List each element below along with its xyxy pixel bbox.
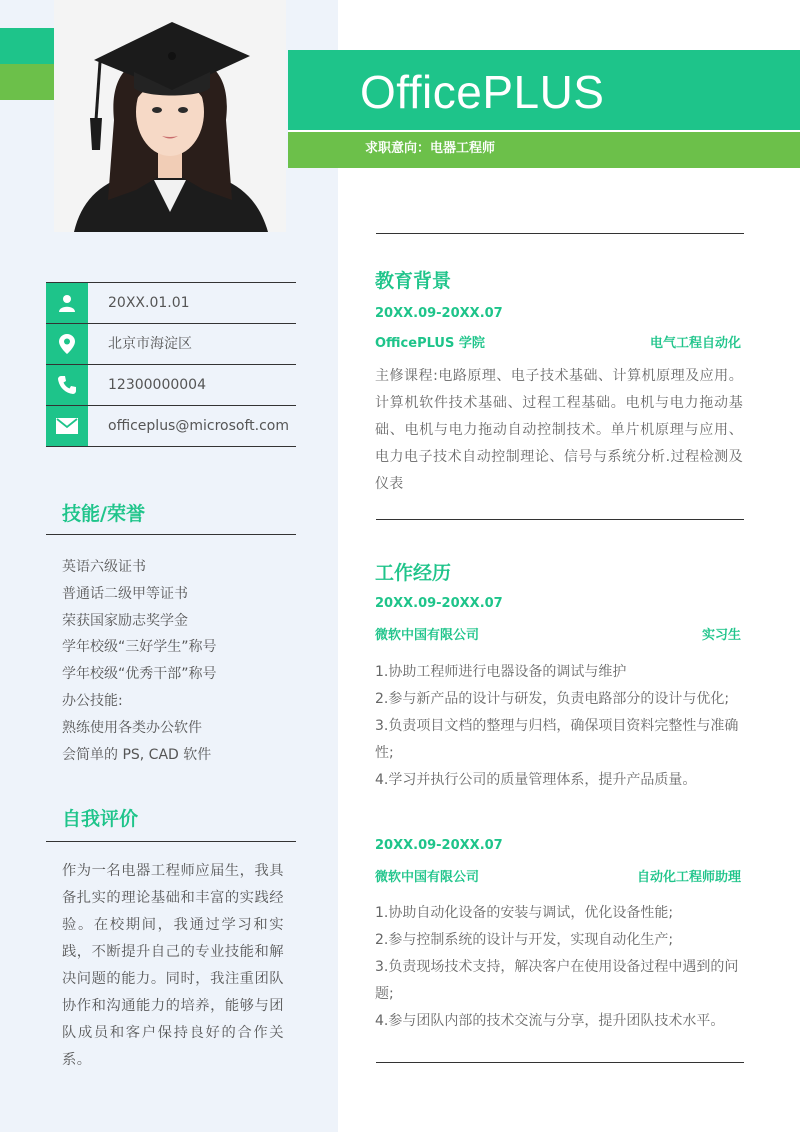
candidate-name: OfficePLUS — [360, 66, 605, 118]
job-role: 实习生 — [701, 628, 741, 643]
list-item: 3.负责项目文档的整理与归档，确保项目资料完整性与准确性; — [375, 718, 739, 761]
list-item: 3.负责现场技术支持，解决客户在使用设备过程中遇到的问题; — [375, 959, 739, 1002]
list-item: 熟练使用各类办公软件 — [62, 719, 202, 736]
job-company: 微软中国有限公司 — [375, 870, 480, 885]
decor-tab-green — [0, 28, 58, 64]
contact-phone — [46, 365, 296, 406]
user-icon — [46, 283, 88, 323]
list-item: 英语六级证书 — [62, 559, 146, 575]
contact-text: 北京市海淀区 — [108, 336, 192, 352]
contact-text: 12300000004 — [108, 377, 206, 393]
list-item: 1.协助自动化设备的安装与调试，优化设备性能; — [375, 905, 674, 921]
list-item: 2.参与控制系统的设计与开发，实现自动化生产; — [375, 932, 674, 948]
job-duties — [375, 900, 743, 1035]
list-item: 会简单的 PS, CAD 软件 — [62, 746, 212, 763]
divider — [46, 841, 296, 842]
education-title: 教育背景 — [375, 270, 452, 292]
work-title: 工作经历 — [375, 562, 452, 584]
list-item: 4.学习并执行公司的质量管理体系，提升产品质量。 — [375, 772, 697, 788]
contact-list — [46, 282, 296, 447]
decor-tab-lime — [0, 64, 58, 100]
contact-text: 20XX.01.01 — [108, 295, 190, 311]
job-role: 自动化工程师助理 — [636, 870, 741, 885]
list-item: 学年校级“优秀干部”称号 — [62, 666, 217, 683]
skills-title: 技能/荣誉 — [62, 503, 145, 525]
education-date: 20XX.09-20XX.07 — [375, 306, 503, 321]
job-company: 微软中国有限公司 — [375, 628, 480, 643]
list-item: 4.参与团队内部的技术交流与分享，提升团队技术水平。 — [375, 1013, 725, 1029]
contact-email[interactable] — [46, 406, 296, 447]
list-item: 荣获国家励志奖学金 — [62, 612, 188, 629]
contact-address — [46, 324, 296, 365]
mail-icon — [46, 406, 88, 446]
list-item: 普通话二级甲等证书 — [62, 585, 188, 602]
list-item: 2.参与新产品的设计与研发，负责电路部分的设计与优化; — [375, 691, 730, 707]
skills-list — [62, 554, 292, 768]
job-duties — [375, 659, 743, 794]
list-item: 学年校级“三好学生”称号 — [62, 639, 217, 656]
location-pin-icon — [46, 324, 88, 364]
self-eval-text: 作为一名电器工程师应届生，我具备扎实的理论基础和丰富的实践经验。在校期间，我通过学习和实践，不断提升自己的专业技能和解决问题的能力。同时，我注重团队协作和沟通能力的培养，能够与团队成员和客户保持良好的合作关系。 — [62, 863, 284, 1068]
divider — [46, 534, 296, 535]
contact-birthdate — [46, 282, 296, 324]
divider — [376, 519, 744, 520]
list-item: 办公技能: — [62, 692, 123, 709]
phone-icon — [46, 365, 88, 405]
divider — [376, 233, 744, 234]
contact-text: officeplus@microsoft.com — [108, 418, 289, 434]
profile-photo — [54, 0, 286, 232]
divider — [376, 1062, 744, 1063]
self-eval-title: 自我评价 — [62, 808, 139, 830]
job-date: 20XX.09-20XX.07 — [375, 838, 503, 853]
education-description: 主修课程:电路原理、电子技术基础、计算机原理及应用。计算机软件技术基础、过程工程基础。电机与电力拖动基础、电机与电力拖动自动控制技术。单片机原理与应用、电力电子技术自动控制理论、信号与系统分析.过程检测及仪表 — [375, 368, 743, 492]
list-item: 1.协助工程师进行电器设备的调试与维护 — [375, 664, 627, 680]
job-date: 20XX.09-20XX.07 — [375, 596, 503, 611]
education-major: 电气工程自动化 — [649, 336, 741, 351]
education-school: OfficePLUS 学院 — [375, 336, 485, 351]
job-intent: 求职意向：电器工程师 — [365, 141, 496, 156]
